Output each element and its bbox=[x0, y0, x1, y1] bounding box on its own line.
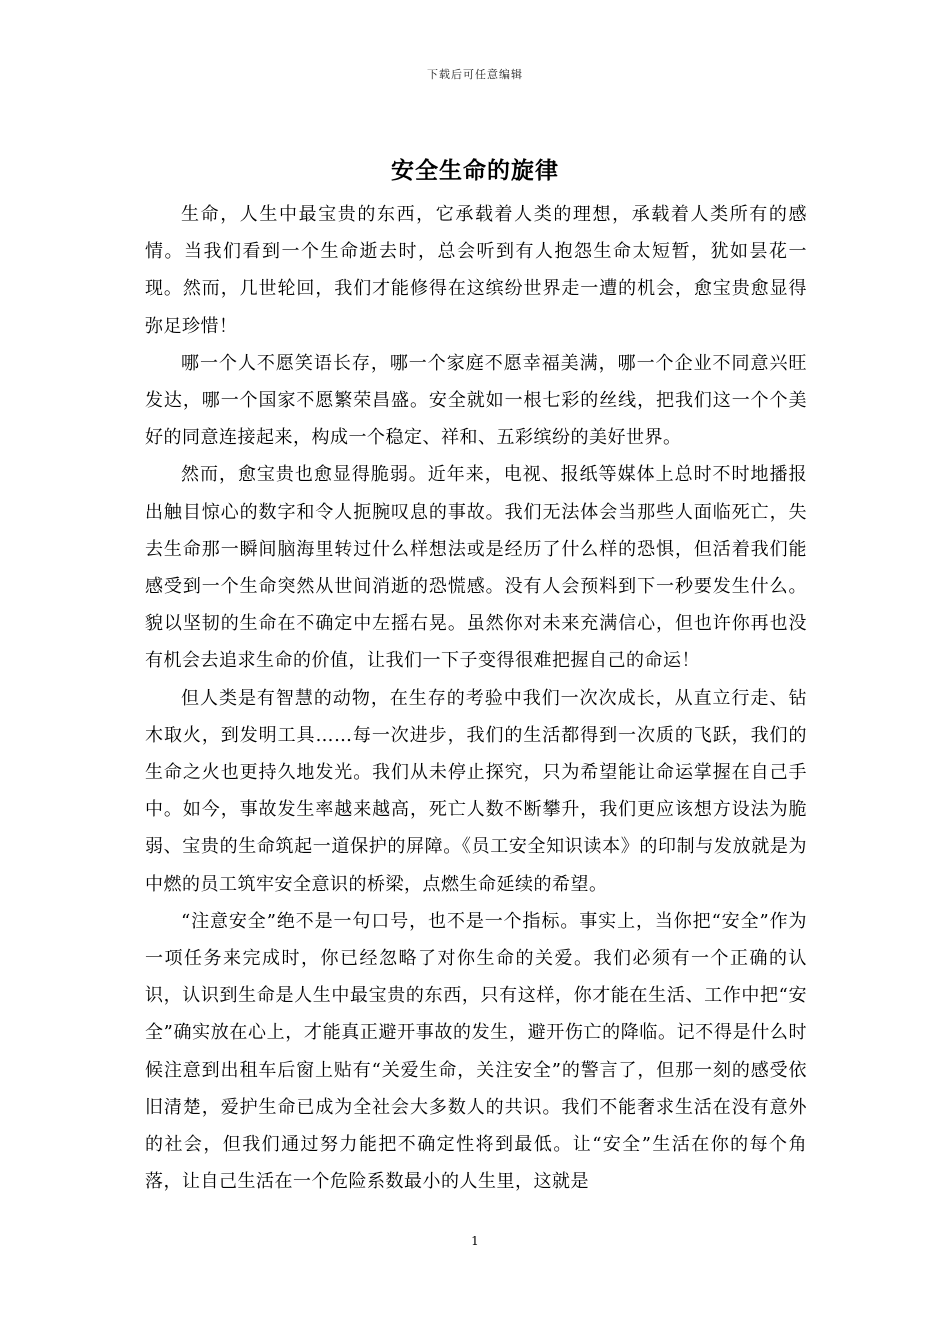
document-body bbox=[145, 196, 807, 1200]
page-number: 1 bbox=[471, 1234, 479, 1248]
header-note: 下载后可任意编辑 bbox=[427, 68, 523, 81]
paragraph-4: 但人类是有智慧的动物，在生存的考验中我们一次次成长，从直立行走、钻木取火，到发明工具……每一次进步，我们的生活都得到一次质的飞跃，我们的生命之火也更持久地发光。我们从未停止探究，只为希望能让命运掌握在自己手中。如今，事故发生率越来越高，死亡人数不断攀升，我们更应该想方设法为脆弱、宝贵的生命筑起一道保护的屏障。《员工安全知识读本》的印制与发放就是为中燃的员工筑牢安全意识的桥梁，点燃生命延续的希望。 bbox=[145, 687, 807, 895]
paragraph-5: “注意安全”绝不是一句口号，也不是一个指标。事实上，当你把“安全”作为一项任务来完成时，你已经忽略了对你生命的关爱。我们必须有一个正确的认识，认识到生命是人生中最宝贵的东西，只有这样，你才能在生活、工作中把“安全”确实放在心上，才能真正避开事故的发生，避开伤亡的降临。记不得是什么时候注意到出租车后窗上贴有“关爱生命，关注安全”的警言了，但那一刻的感受依旧清楚，爱护生命已成为全社会大多数人的共识。我们不能奢求生活在没有意外的社会，但我们通过努力能把不确定性将到最低。让“安全”生活在你的每个角落，让自己生活在一个危险系数最小的人生里，这就是 bbox=[145, 910, 807, 1193]
paragraph-2: 哪一个人不愿笑语长存，哪一个家庭不愿幸福美满，哪一个企业不同意兴旺发达，哪一个国家不愿繁荣昌盛。安全就如一根七彩的丝线，把我们这一个个美好的同意连接起来，构成一个稳定、祥和、五彩缤纷的美好世界。 bbox=[145, 352, 807, 449]
paragraph-1: 生命，人生中最宝贵的东西，它承载着人类的理想，承载着人类所有的感情。当我们看到一个生命逝去时，总会听到有人抱怨生命太短暂，犹如昙花一现。然而，几世轮回，我们才能修得在这缤纷世界走一遭的机会，愈宝贵愈显得弥足珍惜！ bbox=[145, 204, 807, 337]
paragraph-3: 然而，愈宝贵也愈显得脆弱。近年来，电视、报纸等媒体上总时不时地播报出触目惊心的数字和令人扼腕叹息的事故。我们无法体会当那些人面临死亡，失去生命那一瞬间脑海里转过什么样想法或是经历了什么样的恐惧，但活着我们能感受到一个生命突然从世间消逝的恐慌感。没有人会预料到下一秒要发生什么。貌以坚韧的生命在不确定中左摇右晃。虽然你对未来充满信心，但也许你再也没有机会去追求生命的价值，让我们一下子变得很难把握自己的命运！ bbox=[145, 464, 807, 672]
document-title: 安全生命的旋律 bbox=[391, 157, 559, 184]
